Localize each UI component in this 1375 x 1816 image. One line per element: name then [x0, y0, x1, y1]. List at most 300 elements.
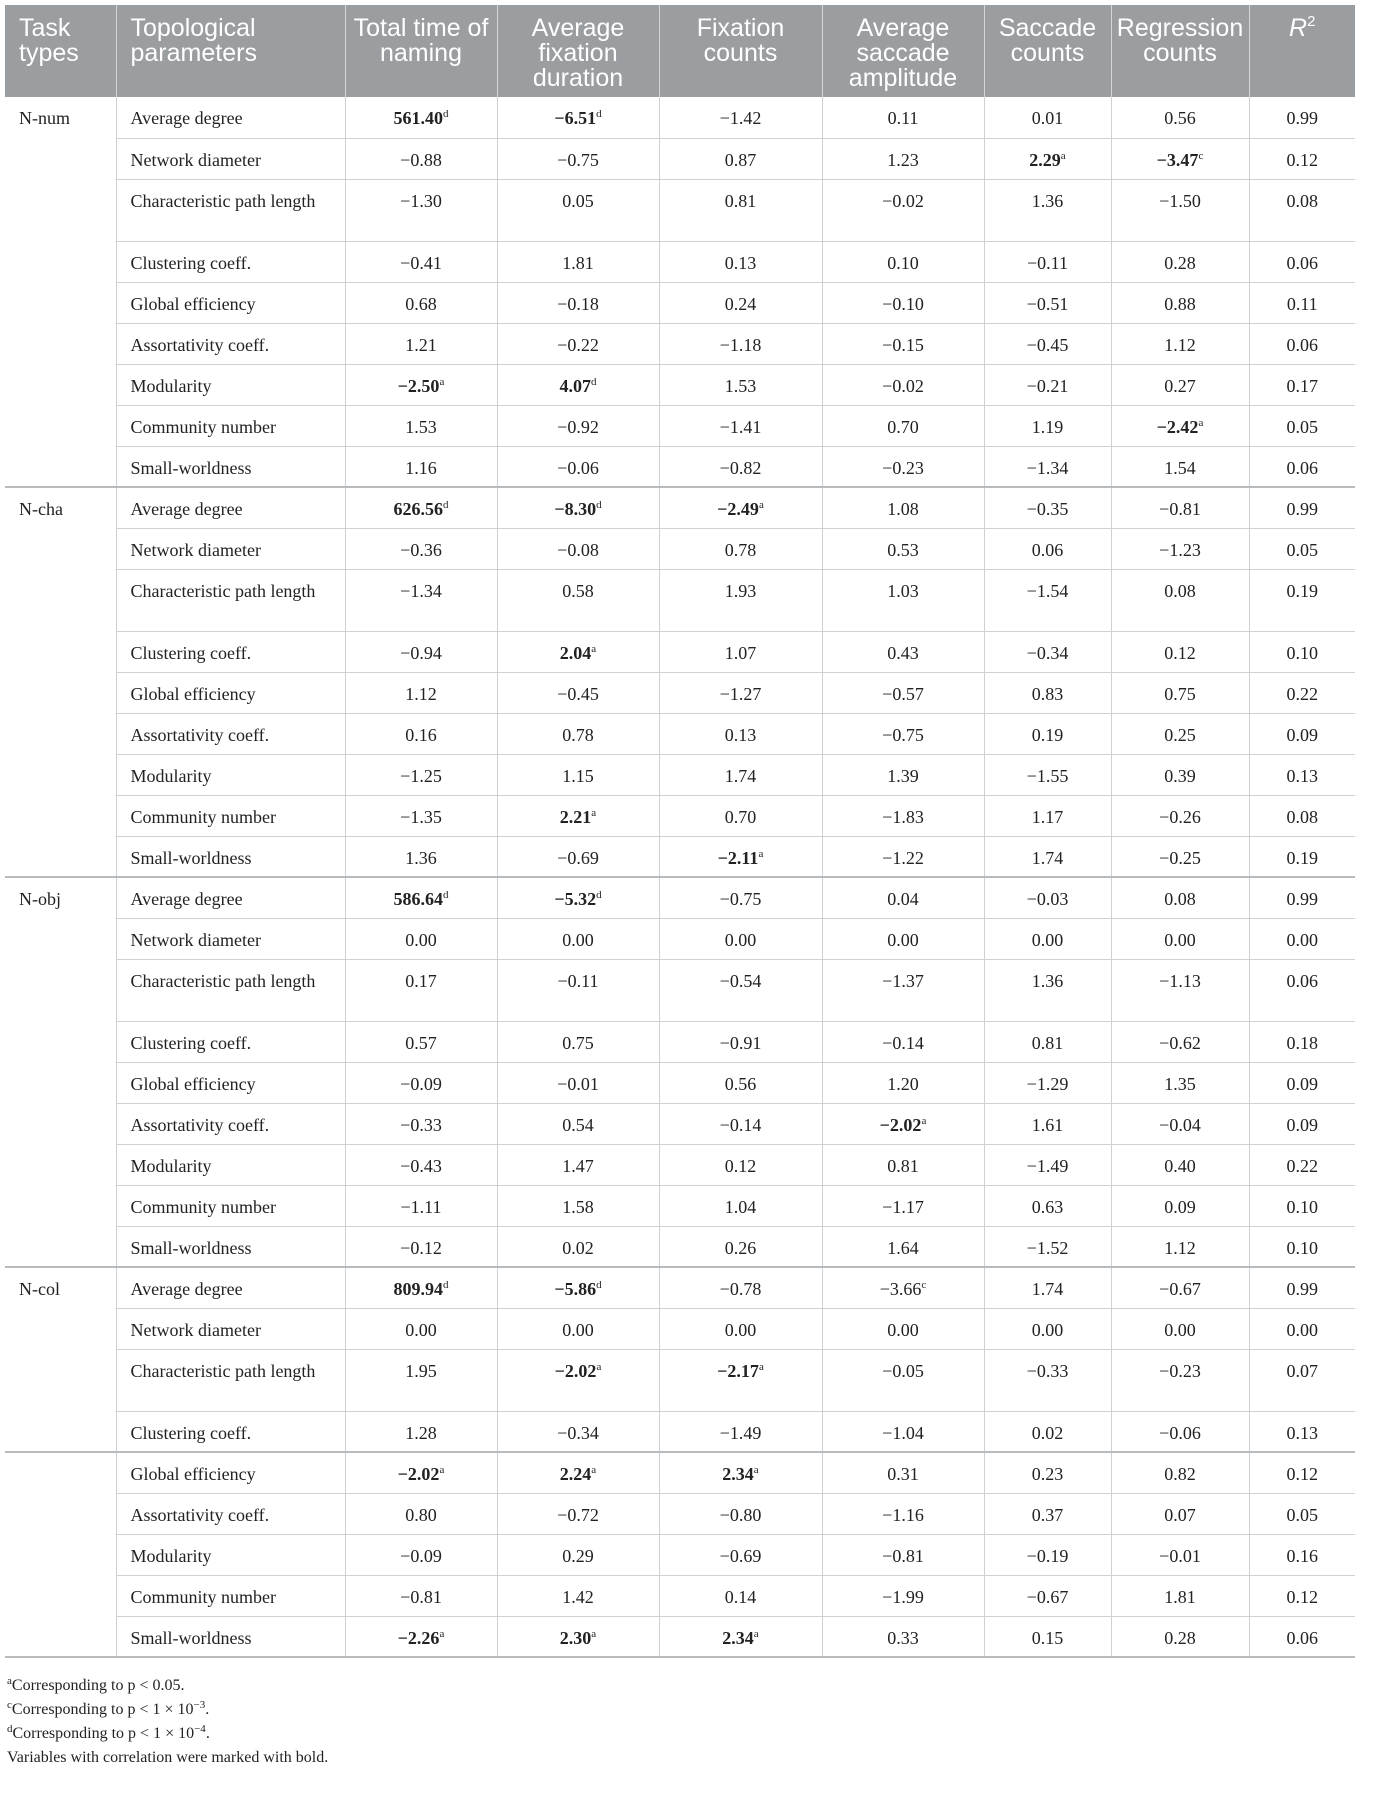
value-cell: [1111, 1452, 1249, 1493]
parameter-cell: Global efficiency: [116, 1452, 345, 1493]
value-cell: [497, 97, 659, 138]
cell-value: −0.26: [1159, 806, 1201, 827]
cell-value: 0.00: [405, 1319, 437, 1340]
table-row: [5, 672, 1355, 713]
value-cell: [659, 282, 822, 323]
parameter-cell: Network diameter: [116, 918, 345, 959]
value-cell: [984, 179, 1111, 241]
value-cell: [497, 138, 659, 179]
value-cell: [497, 1493, 659, 1534]
value-cell: [345, 1226, 497, 1267]
value-cell: [659, 1616, 822, 1657]
value-cell: [1111, 138, 1249, 179]
cell-value: −0.78: [719, 1279, 762, 1299]
cell-value: −0.25: [1159, 847, 1201, 868]
significance-marker: a: [439, 375, 445, 388]
value-cell: [659, 1021, 822, 1062]
value-cell: [345, 1103, 497, 1144]
parameter-cell: Characteristic path length: [116, 959, 345, 1021]
cell-value: −0.33: [400, 1114, 442, 1135]
cell-value: 0.17: [405, 970, 437, 991]
value-cell: [659, 405, 822, 446]
cell-value: −2.26: [397, 1627, 440, 1648]
cell-value: −1.99: [882, 1586, 924, 1607]
cell-value: −2.02: [554, 1360, 597, 1381]
cell-value: 1.19: [1031, 416, 1064, 437]
value-cell: [1249, 1144, 1355, 1185]
value-cell: [1111, 323, 1249, 364]
cell-value: 1.81: [562, 252, 594, 273]
value-cell: [1111, 1575, 1249, 1616]
cell-value: 0.00: [1286, 929, 1318, 950]
significance-marker: d: [591, 375, 597, 388]
cell-value: 0.24: [724, 293, 757, 314]
value-cell: [1111, 713, 1249, 754]
significance-marker: a: [439, 1464, 445, 1476]
cell-value: 0.13: [1286, 765, 1318, 786]
value-cell: [659, 364, 822, 405]
value-cell: [1111, 97, 1249, 138]
cell-value: 0.70: [724, 806, 757, 827]
header-saccade-counts: Saccade counts: [984, 5, 1111, 97]
cell-value: −0.62: [1159, 1032, 1201, 1053]
header-row: [5, 5, 1355, 97]
cell-value: −2.17: [717, 1360, 759, 1381]
value-cell: [984, 959, 1111, 1021]
cell-value: −6.51: [554, 108, 597, 128]
value-cell: [822, 487, 984, 528]
table-row: [5, 918, 1355, 959]
significance-marker: a: [591, 1464, 597, 1476]
value-cell: [822, 836, 984, 877]
table-row: [5, 877, 1355, 918]
table-row: [5, 1616, 1355, 1657]
cell-value: 0.00: [887, 1319, 919, 1340]
cell-value: 586.64: [393, 889, 443, 909]
value-cell: [659, 959, 822, 1021]
header-task-types: Task types: [5, 5, 116, 97]
cell-value: 0.06: [1031, 539, 1064, 560]
cell-value: 0.81: [1031, 1032, 1064, 1053]
value-cell: [1111, 836, 1249, 877]
value-cell: [345, 1062, 497, 1103]
cell-value: 0.80: [405, 1504, 437, 1525]
cell-value: 0.08: [1164, 889, 1196, 909]
value-cell: [659, 241, 822, 282]
cell-value: 1.42: [562, 1586, 594, 1607]
value-cell: [822, 754, 984, 795]
value-cell: [497, 1021, 659, 1062]
significance-marker: a: [596, 1360, 602, 1373]
cell-value: 561.40: [393, 108, 443, 128]
cell-value: −1.17: [882, 1196, 924, 1217]
cell-value: 0.99: [1286, 1279, 1318, 1299]
cell-value: −0.81: [400, 1586, 442, 1607]
footnote-exponent: −4: [194, 1723, 206, 1735]
parameter-cell: Characteristic path length: [116, 1349, 345, 1411]
value-cell: [659, 877, 822, 918]
cell-value: −0.19: [1026, 1545, 1069, 1566]
parameter-cell: Average degree: [116, 487, 345, 528]
cell-value: −0.72: [557, 1504, 599, 1525]
table-row: [5, 1062, 1355, 1103]
value-cell: [822, 405, 984, 446]
cell-value: 1.53: [724, 375, 757, 396]
footnote-text: Corresponding to p < 0.05.: [11, 1677, 185, 1694]
header-r-squared: [1249, 5, 1355, 97]
cell-value: −1.25: [400, 765, 442, 786]
value-cell: [345, 446, 497, 487]
value-cell: [822, 1103, 984, 1144]
significance-marker: d: [596, 1279, 602, 1291]
value-cell: [822, 364, 984, 405]
cell-value: −0.45: [557, 683, 599, 704]
value-cell: [822, 1616, 984, 1657]
cell-value: 1.74: [1031, 847, 1064, 868]
value-cell: [1249, 323, 1355, 364]
cell-value: −1.49: [719, 1422, 762, 1443]
cell-value: 1.35: [1164, 1073, 1196, 1094]
value-cell: [1249, 528, 1355, 569]
cell-value: 0.06: [1286, 1627, 1318, 1648]
value-cell: [984, 1349, 1111, 1411]
value-cell: [1111, 672, 1249, 713]
value-cell: [822, 918, 984, 959]
value-cell: [659, 631, 822, 672]
cell-value: −0.01: [1159, 1545, 1201, 1566]
value-cell: [345, 97, 497, 138]
cell-value: 1.39: [887, 765, 919, 786]
cell-value: 1.81: [1164, 1586, 1196, 1607]
cell-value: 0.15: [1031, 1627, 1064, 1648]
value-cell: [659, 1452, 822, 1493]
cell-value: 0.12: [1286, 1586, 1318, 1607]
cell-value: 1.36: [1031, 190, 1064, 211]
cell-value: −1.16: [882, 1504, 924, 1525]
cell-value: 1.20: [887, 1073, 919, 1094]
value-cell: [1249, 1534, 1355, 1575]
value-cell: [1249, 1021, 1355, 1062]
value-cell: [345, 836, 497, 877]
cell-value: −0.14: [882, 1032, 924, 1053]
parameter-cell: Characteristic path length: [116, 569, 345, 631]
value-cell: [1111, 1308, 1249, 1349]
footnote-end: .: [205, 1701, 210, 1718]
value-cell: [497, 918, 659, 959]
cell-value: 0.07: [1286, 1360, 1318, 1381]
table-row: [5, 282, 1355, 323]
value-cell: [1249, 713, 1355, 754]
cell-value: 0.06: [1286, 334, 1318, 355]
cell-value: 1.95: [405, 1360, 437, 1381]
cell-value: −1.35: [400, 806, 442, 827]
value-cell: [1249, 1616, 1355, 1657]
cell-value: −0.23: [882, 457, 924, 478]
value-cell: [1249, 364, 1355, 405]
footnote: [7, 1722, 1355, 1746]
cell-value: −0.92: [557, 416, 599, 437]
cell-value: 0.88: [1164, 293, 1196, 314]
value-cell: [822, 631, 984, 672]
value-cell: [497, 1616, 659, 1657]
cell-value: 0.63: [1031, 1196, 1064, 1217]
cell-value: 0.99: [1286, 889, 1318, 909]
value-cell: [1111, 528, 1249, 569]
value-cell: [984, 1493, 1111, 1534]
value-cell: [1111, 282, 1249, 323]
value-cell: [497, 836, 659, 877]
value-cell: [1111, 631, 1249, 672]
cell-value: 0.09: [1286, 724, 1318, 745]
cell-value: 0.17: [1286, 375, 1318, 396]
cell-value: 0.12: [1286, 149, 1318, 170]
cell-value: 0.68: [405, 293, 437, 314]
value-cell: [1111, 446, 1249, 487]
footnote: [7, 1674, 1355, 1698]
value-cell: [345, 1308, 497, 1349]
value-cell: [1111, 1226, 1249, 1267]
value-cell: [822, 713, 984, 754]
cell-value: 0.25: [1164, 724, 1196, 745]
value-cell: [497, 528, 659, 569]
parameter-cell: Clustering coeff.: [116, 1411, 345, 1452]
cell-value: 0.19: [1286, 580, 1318, 601]
cell-value: 0.99: [1286, 108, 1318, 128]
parameter-cell: Average degree: [116, 97, 345, 138]
cell-value: −2.50: [397, 375, 440, 396]
cell-value: −2.11: [717, 847, 759, 868]
value-cell: [1111, 959, 1249, 1021]
value-cell: [984, 631, 1111, 672]
value-cell: [345, 1452, 497, 1493]
cell-value: −0.09: [400, 1073, 442, 1094]
cell-value: −0.43: [400, 1155, 442, 1176]
cell-value: 0.09: [1286, 1114, 1318, 1135]
cell-value: 0.05: [562, 190, 594, 211]
footnote-marker: a: [7, 1675, 12, 1687]
r-squared-base: R: [1289, 14, 1308, 42]
cell-value: −0.81: [882, 1545, 924, 1566]
cell-value: −0.45: [1026, 334, 1069, 355]
value-cell: [822, 1226, 984, 1267]
significance-marker: a: [439, 1627, 445, 1640]
table-row: [5, 138, 1355, 179]
cell-value: 0.13: [724, 252, 757, 273]
table-row: [5, 364, 1355, 405]
table-row: [5, 959, 1355, 1021]
value-cell: [822, 1308, 984, 1349]
value-cell: [984, 1062, 1111, 1103]
significance-marker: c: [921, 1279, 927, 1291]
cell-value: 0.08: [1164, 580, 1196, 601]
value-cell: [1249, 282, 1355, 323]
footnote-marker: d: [7, 1723, 13, 1735]
significance-marker: a: [758, 499, 764, 511]
cell-value: −0.18: [557, 293, 599, 314]
cell-value: 0.16: [405, 724, 437, 745]
cell-value: 0.08: [1286, 190, 1318, 211]
value-cell: [345, 1185, 497, 1226]
value-cell: [345, 959, 497, 1021]
parameter-cell: Modularity: [116, 754, 345, 795]
parameter-cell: Assortativity coeff.: [116, 323, 345, 364]
cell-value: 1.03: [887, 580, 919, 601]
cell-value: −1.37: [882, 970, 924, 991]
table-row: [5, 1103, 1355, 1144]
footnote: [7, 1746, 1355, 1770]
table-row: [5, 713, 1355, 754]
value-cell: [822, 528, 984, 569]
table-row: [5, 569, 1355, 631]
cell-value: −0.11: [557, 970, 599, 991]
value-cell: [1111, 364, 1249, 405]
cell-value: 0.75: [562, 1032, 594, 1053]
cell-value: 2.34: [722, 1464, 754, 1484]
parameter-cell: Small-worldness: [116, 836, 345, 877]
value-cell: [1249, 487, 1355, 528]
value-cell: [659, 1575, 822, 1616]
value-cell: [345, 1349, 497, 1411]
cell-value: 0.13: [1286, 1422, 1318, 1443]
cell-value: 0.18: [1286, 1032, 1318, 1053]
cell-value: 1.12: [405, 683, 437, 704]
value-cell: [1249, 1575, 1355, 1616]
footnote-text: Corresponding to p < 1 × 10: [12, 1725, 195, 1742]
value-cell: [822, 138, 984, 179]
value-cell: [1249, 1226, 1355, 1267]
value-cell: [497, 754, 659, 795]
cell-value: 0.82: [1164, 1464, 1196, 1484]
value-cell: [984, 1103, 1111, 1144]
cell-value: 0.99: [1286, 499, 1318, 519]
cell-value: 0.56: [724, 1073, 757, 1094]
cell-value: 2.30: [559, 1627, 592, 1648]
value-cell: [822, 1452, 984, 1493]
value-cell: [659, 1185, 822, 1226]
cell-value: −0.94: [400, 642, 442, 663]
cell-value: 1.17: [1031, 806, 1064, 827]
value-cell: [345, 138, 497, 179]
parameter-cell: Assortativity coeff.: [116, 1103, 345, 1144]
cell-value: −0.02: [882, 190, 924, 211]
value-cell: [1249, 97, 1355, 138]
value-cell: [822, 241, 984, 282]
cell-value: −0.67: [1026, 1586, 1069, 1607]
cell-value: −0.21: [1026, 375, 1069, 396]
value-cell: [822, 1267, 984, 1308]
cell-value: 1.16: [405, 457, 437, 478]
cell-value: −0.02: [882, 375, 924, 396]
parameter-cell: Average degree: [116, 1267, 345, 1308]
cell-value: −0.12: [400, 1237, 442, 1258]
value-cell: [1249, 836, 1355, 877]
task-type-cell: N-num: [5, 97, 116, 487]
cell-value: 0.22: [1286, 1155, 1318, 1176]
value-cell: [1249, 1103, 1355, 1144]
value-cell: [1249, 754, 1355, 795]
cell-value: 2.04: [559, 642, 592, 663]
table-row: [5, 323, 1355, 364]
value-cell: [984, 97, 1111, 138]
parameter-cell: Community number: [116, 405, 345, 446]
value-cell: [659, 569, 822, 631]
value-cell: [822, 1575, 984, 1616]
cell-value: −2.49: [717, 499, 759, 519]
cell-value: −0.54: [719, 970, 762, 991]
cell-value: 0.06: [1286, 457, 1318, 478]
table-row: [5, 1493, 1355, 1534]
value-cell: [497, 323, 659, 364]
significance-marker: d: [596, 499, 602, 511]
value-cell: [659, 179, 822, 241]
value-cell: [659, 97, 822, 138]
value-cell: [497, 1411, 659, 1452]
significance-marker: a: [753, 1627, 759, 1640]
footnote-text: Corresponding to p < 1 × 10: [11, 1701, 194, 1718]
cell-value: 0.00: [1164, 1319, 1196, 1340]
parameter-cell: Clustering coeff.: [116, 1021, 345, 1062]
cell-value: −2.02: [397, 1464, 440, 1484]
value-cell: [659, 1411, 822, 1452]
value-cell: [1249, 569, 1355, 631]
value-cell: [1249, 241, 1355, 282]
value-cell: [1111, 179, 1249, 241]
cell-value: −0.91: [719, 1032, 762, 1053]
value-cell: [984, 672, 1111, 713]
cell-value: 0.07: [1164, 1504, 1196, 1525]
value-cell: [497, 1452, 659, 1493]
parameter-cell: Global efficiency: [116, 282, 345, 323]
value-cell: [345, 1575, 497, 1616]
cell-value: 0.40: [1164, 1155, 1196, 1176]
cell-value: 0.12: [1164, 642, 1196, 663]
value-cell: [984, 528, 1111, 569]
value-cell: [1111, 569, 1249, 631]
cell-value: 0.58: [562, 580, 594, 601]
table-row: [5, 1267, 1355, 1308]
value-cell: [1249, 877, 1355, 918]
parameter-cell: Global efficiency: [116, 672, 345, 713]
significance-marker: a: [591, 642, 597, 655]
value-cell: [984, 282, 1111, 323]
cell-value: −0.82: [719, 457, 762, 478]
value-cell: [345, 1616, 497, 1657]
cell-value: 0.00: [724, 1319, 757, 1340]
value-cell: [659, 795, 822, 836]
table-row: [5, 241, 1355, 282]
value-cell: [497, 1267, 659, 1308]
value-cell: [345, 795, 497, 836]
table-row: [5, 1185, 1355, 1226]
table-row: [5, 179, 1355, 241]
cell-value: −0.14: [719, 1114, 762, 1135]
value-cell: [1249, 1349, 1355, 1411]
value-cell: [1249, 1185, 1355, 1226]
footnote-exponent: −3: [193, 1699, 206, 1711]
cell-value: −0.23: [1159, 1360, 1201, 1381]
task-type-cell: [5, 1452, 116, 1657]
cell-value: −0.81: [1159, 499, 1201, 519]
cell-value: −0.36: [400, 539, 442, 560]
cell-value: 0.19: [1031, 724, 1064, 745]
cell-value: 0.05: [1286, 1504, 1318, 1525]
value-cell: [345, 877, 497, 918]
value-cell: [822, 1349, 984, 1411]
parameter-cell: Community number: [116, 795, 345, 836]
value-cell: [822, 1185, 984, 1226]
footnote-marker: c: [7, 1699, 12, 1711]
value-cell: [1111, 241, 1249, 282]
